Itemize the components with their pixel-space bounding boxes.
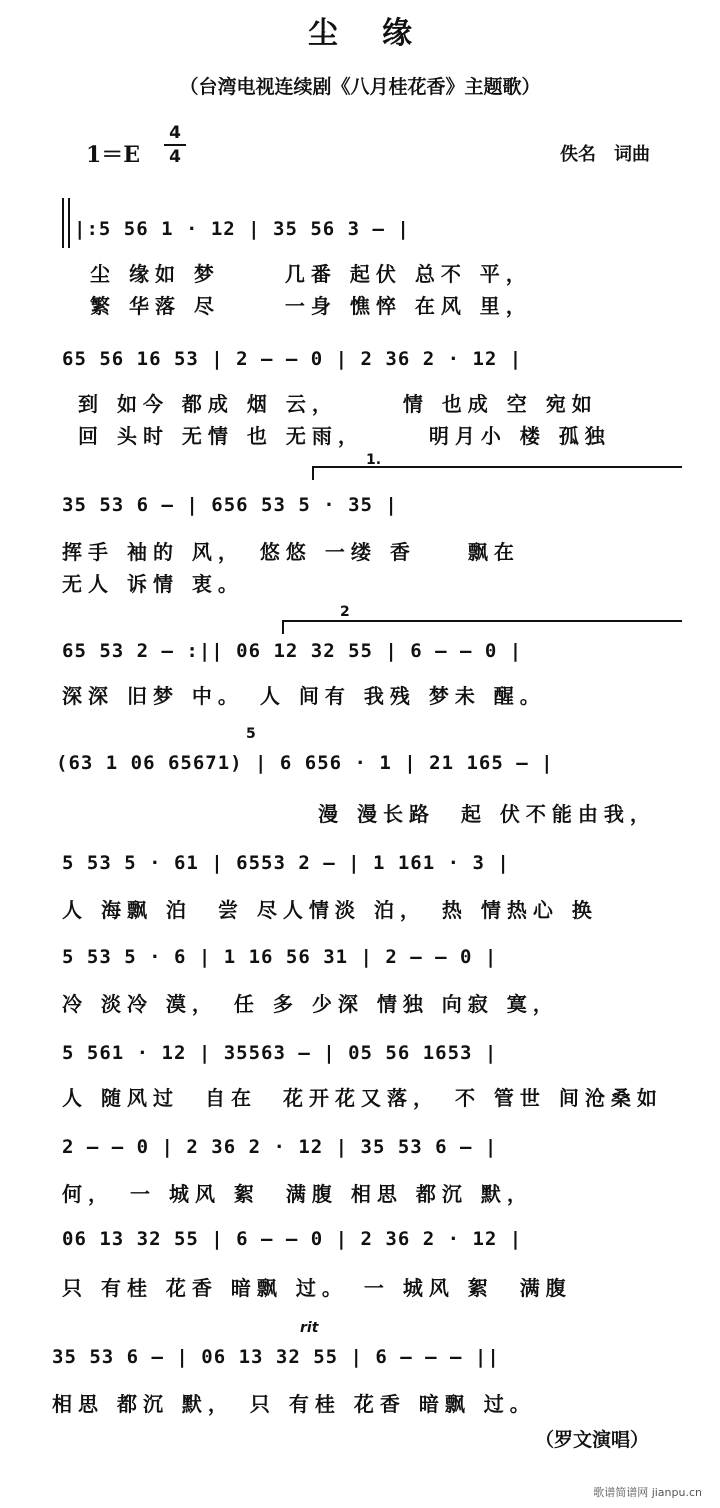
- lyric-line-3b: 无人 诉情 衷。: [62, 572, 244, 596]
- tuplet-mark: 5: [246, 726, 256, 742]
- song-subtitle: （台湾电视连续剧《八月桂花香》主题歌）: [179, 76, 541, 98]
- repeat-start-barline-thin: [68, 198, 70, 248]
- notation-line-10: 06 13 32 55 | 6 — — 0 | 2 36 2 · 12 |: [62, 1228, 523, 1250]
- lyric-line-5a: 漫 漫长路 起 伏不能由我，: [318, 802, 656, 826]
- meter-bottom: 4: [169, 147, 181, 167]
- ritardando-mark: rit: [300, 1320, 319, 1336]
- notation-line-4: 65 53 2 — :|| 06 12 32 55 | 6 — — 0 |: [62, 640, 523, 662]
- key-signature: 1＝E: [86, 142, 141, 168]
- time-signature: [164, 124, 186, 166]
- lyric-line-10a: 只 有桂 花香 暗飘 过。 一 城风 絮 满腹: [62, 1276, 572, 1300]
- lyric-line-7a: 冷 淡冷 漠， 任 多 少深 情独 向寂 寞，: [62, 992, 559, 1016]
- lyric-line-1a: 尘 缘如 梦 几番 起伏 总不 平，: [90, 262, 532, 286]
- lyric-line-2b: 回 头时 无情 也 无雨， 明月小 楼 孤独: [78, 424, 611, 448]
- lyric-line-2a: 到 如今 都成 烟 云， 情 也成 空 宛如: [78, 392, 598, 416]
- lyric-line-9a: 何， 一 城风 絮 满腹 相思 都沉 默，: [62, 1182, 533, 1206]
- author-credit: 佚名 词曲: [560, 144, 650, 165]
- notation-line-9: 2 — — 0 | 2 36 2 · 12 | 35 53 6 — |: [62, 1136, 498, 1158]
- notation-line-7: 5 53 5 · 6 | 1 16 56 31 | 2 — — 0 |: [62, 946, 498, 968]
- volta-2-hook: [282, 620, 284, 634]
- lyric-line-1b: 繁 华落 尽 一身 憔悴 在风 里，: [90, 294, 532, 318]
- volta-2-bracket: [282, 620, 682, 622]
- meter-bar: [164, 144, 186, 146]
- repeat-start-barline: [62, 198, 64, 248]
- volta-1-hook: [312, 466, 314, 480]
- performer-credit: （罗文演唱）: [535, 1429, 650, 1451]
- notation-line-1: |:5 56 1 · 12 | 35 56 3 — |: [74, 218, 410, 240]
- lyric-line-3a: 挥手 袖的 风， 悠悠 一缕 香 飘在: [62, 540, 520, 564]
- notation-line-6: 5 53 5 · 61 | 6553 2 — | 1 161 · 3 |: [62, 852, 510, 874]
- notation-line-2: 65 56 16 53 | 2 — — 0 | 2 36 2 · 12 |: [62, 348, 523, 370]
- song-title: 尘缘: [308, 16, 456, 51]
- volta-2-label: 2: [340, 604, 350, 620]
- notation-line-5: (63 1 06 65671) | 6 656 · 1 | 21 165 — |: [56, 752, 554, 774]
- notation-line-11: 35 53 6 — | 06 13 32 55 | 6 — — — ||: [52, 1346, 500, 1368]
- volta-1-label: 1.: [366, 452, 382, 468]
- meter-top: 4: [169, 123, 181, 143]
- notation-line-8: 5 561 · 12 | 35563 — | 05 56 1653 |: [62, 1042, 498, 1064]
- lyric-line-4a: 深深 旧梦 中。 人 间有 我残 梦未 醒。: [62, 684, 546, 708]
- watermark: 歌谱简谱网 jianpu.cn: [593, 1486, 702, 1499]
- lyric-line-8a: 人 随风过 自在 花开花又落， 不 管世 间沧桑如: [62, 1086, 663, 1110]
- notation-line-3: 35 53 6 — | 656 53 5 · 35 |: [62, 494, 398, 516]
- lyric-line-6a: 人 海飘 泊 尝 尽人情淡 泊， 热 情热心 换: [62, 898, 598, 922]
- lyric-line-11a: 相思 都沉 默， 只 有桂 花香 暗飘 过。: [52, 1392, 536, 1416]
